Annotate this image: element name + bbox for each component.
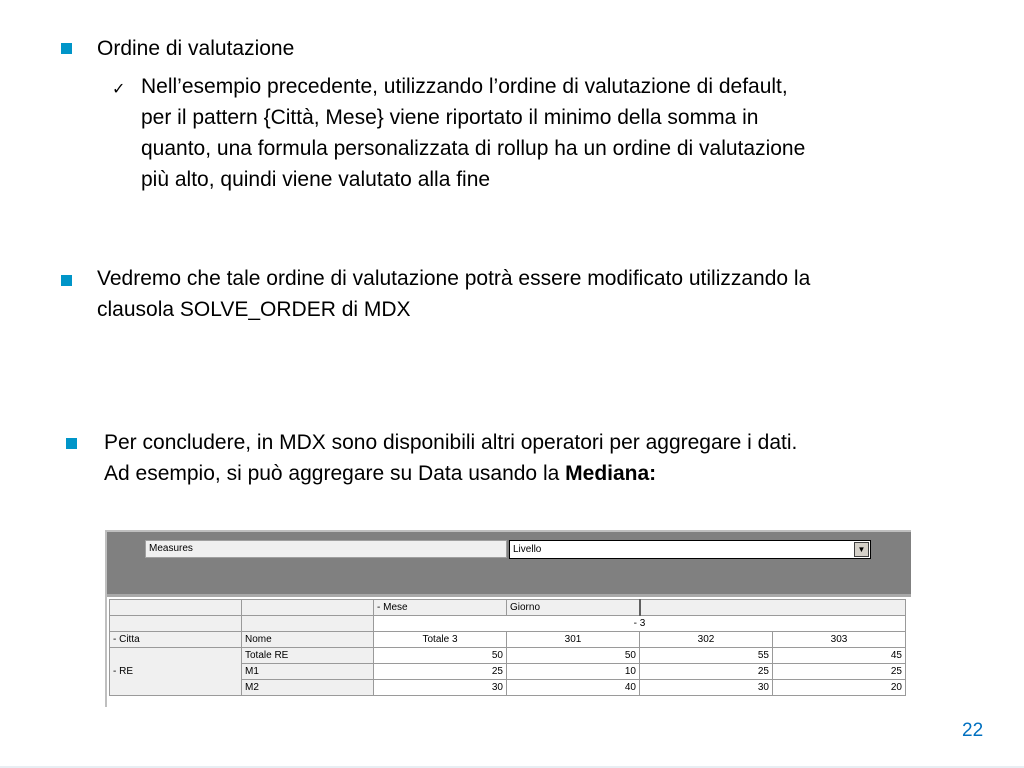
column-header: 303 — [773, 632, 906, 648]
bullet-line: clausola SOLVE_ORDER di MDX — [97, 298, 411, 321]
level-dropdown[interactable] — [509, 540, 871, 559]
empty-header-cell — [110, 616, 242, 632]
table-row — [110, 648, 906, 664]
empty-header-cell — [110, 600, 242, 616]
bullet-line: Ad esempio, si può aggregare su Data usando la Mediana: — [104, 462, 657, 485]
bullet-square-icon — [61, 43, 72, 54]
empty-header-cell — [242, 616, 374, 632]
sub-bullet-line: quanto, una formula personalizzata di rollup ha un ordine di valutazione — [141, 137, 806, 160]
row-name-cell: M2 — [242, 680, 374, 696]
table-row — [110, 616, 906, 632]
table-row — [110, 600, 906, 616]
bullet-mediana — [104, 427, 797, 489]
value-cell: 20 — [773, 680, 906, 696]
value-cell: 10 — [507, 664, 640, 680]
giorno-member-cell[interactable]: - 3 — [374, 616, 906, 632]
bullet-ordine-di-valutazione: Ordine di valutazione — [97, 37, 295, 60]
column-header: Totale 3 — [374, 632, 507, 648]
value-cell: 30 — [640, 680, 773, 696]
value-cell: 45 — [773, 648, 906, 664]
value-cell: 25 — [374, 664, 507, 680]
value-cell: 50 — [507, 648, 640, 664]
bullet-square-icon — [66, 438, 77, 449]
bullet-line: Per concludere, in MDX sono disponibili altri operatori per aggregare i dati. — [104, 431, 798, 454]
pivot-grid — [107, 594, 911, 707]
measures-field[interactable]: Measures — [145, 540, 507, 558]
column-header: 302 — [640, 632, 773, 648]
bullet-solve-order — [97, 263, 810, 325]
bullet-square-icon — [61, 275, 72, 286]
sub-bullet-text — [141, 71, 805, 195]
level-dropdown-value: Livello — [513, 544, 542, 555]
citta-dimension-header[interactable]: - Citta — [110, 632, 242, 648]
sub-bullet-line: più alto, quindi viene valutato alla fine — [141, 168, 491, 191]
column-header: 301 — [507, 632, 640, 648]
olap-pivot-widget — [105, 530, 911, 707]
chevron-down-icon[interactable]: ▼ — [854, 542, 869, 557]
value-cell: 40 — [507, 680, 640, 696]
value-cell: 50 — [374, 648, 507, 664]
empty-header-cell — [640, 600, 906, 616]
mese-dimension-header[interactable]: - Mese — [374, 600, 507, 616]
page-number: 22 — [962, 720, 984, 741]
empty-header-cell — [242, 600, 374, 616]
mediana-bold: Mediana: — [565, 462, 657, 485]
giorno-dimension-header[interactable]: Giorno — [507, 600, 640, 616]
row-name-cell: M1 — [242, 664, 374, 680]
table-row — [110, 632, 906, 648]
bullet-line: Vedremo che tale ordine di valutazione potrà essere modificato utilizzando la — [97, 267, 811, 290]
value-cell: 25 — [640, 664, 773, 680]
sub-bullet-line: Nell’esempio precedente, utilizzando l’ordine di valutazione di default, — [141, 75, 788, 98]
checkmark-icon: ✓ — [112, 79, 126, 98]
sub-bullet-line: per il pattern {Città, Mese} viene riportato il minimo della somma in — [141, 106, 759, 129]
pivot-table — [109, 599, 906, 696]
city-member-cell[interactable]: - RE — [110, 648, 242, 696]
row-name-cell: Totale RE — [242, 648, 374, 664]
nome-dimension-header[interactable]: Nome — [242, 632, 374, 648]
value-cell: 25 — [773, 664, 906, 680]
value-cell: 30 — [374, 680, 507, 696]
value-cell: 55 — [640, 648, 773, 664]
